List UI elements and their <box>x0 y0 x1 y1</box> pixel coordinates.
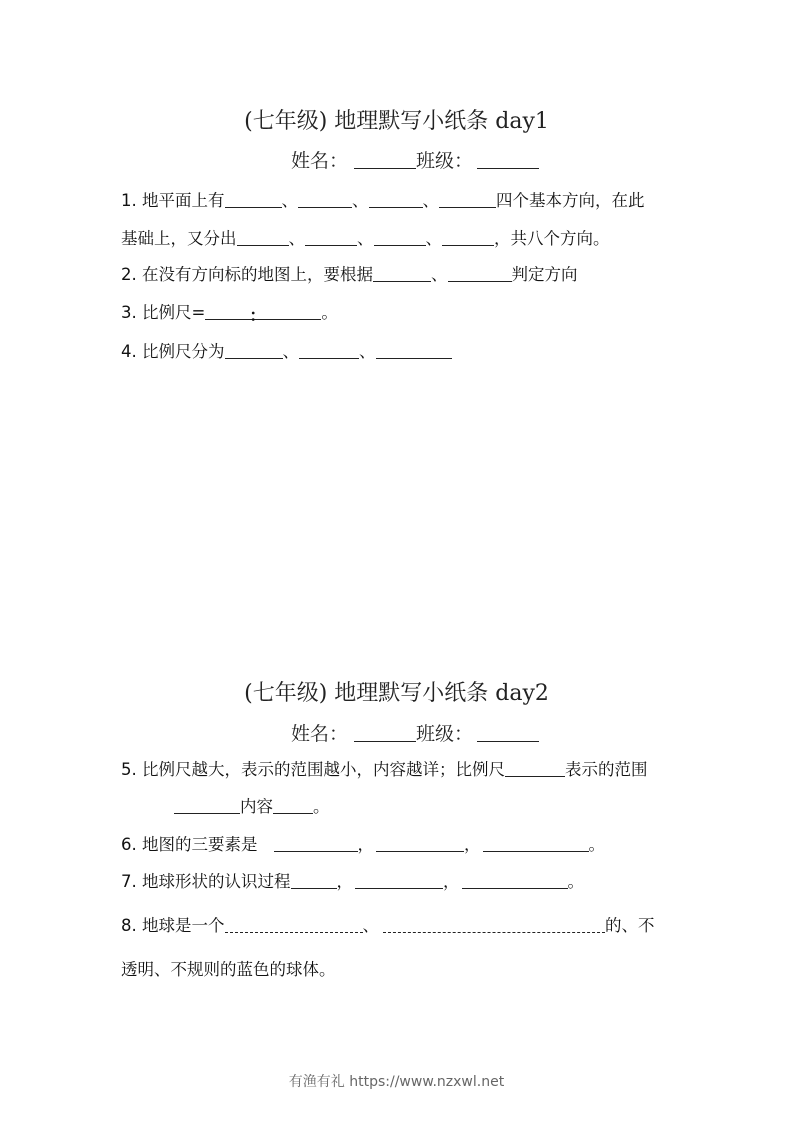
answer-blank[interactable] <box>442 229 494 247</box>
ratio-colon: ： <box>249 305 266 325</box>
separator: 、 <box>288 229 305 248</box>
sheet-title-day2: (七年级) 地理默写小纸条 day2 <box>244 681 549 706</box>
question-text: 。 <box>588 835 605 854</box>
separator: 、 <box>431 265 448 284</box>
question-4 <box>121 338 452 362</box>
answer-blank[interactable] <box>483 835 589 853</box>
answer-blank[interactable] <box>174 797 240 815</box>
answer-blank[interactable] <box>273 797 313 815</box>
answer-blank[interactable] <box>274 835 358 853</box>
answer-blank[interactable] <box>462 872 568 890</box>
question-8-line-2: 透明、不规则的蓝色的球体。 <box>121 960 336 979</box>
question-text: 。 <box>321 303 338 322</box>
answer-blank[interactable] <box>505 760 565 778</box>
question-text: 。 <box>313 797 330 816</box>
answer-blank[interactable] <box>439 191 496 209</box>
separator: 、 <box>362 916 379 935</box>
separator: 、 <box>352 191 369 210</box>
question-text: 的、不 <box>605 916 655 935</box>
answer-blank[interactable] <box>291 872 337 890</box>
class-blank[interactable] <box>477 722 539 742</box>
answer-blank[interactable] <box>305 229 357 247</box>
sheet-title-day1: (七年级) 地理默写小纸条 day1 <box>244 109 549 134</box>
separator: ， <box>357 835 374 854</box>
separator: 、 <box>425 229 442 248</box>
class-label: 班级： <box>416 723 474 745</box>
answer-blank[interactable] <box>225 916 363 934</box>
answer-blank[interactable] <box>376 835 464 853</box>
separator: 、 <box>359 342 376 361</box>
question-text: 2. 在没有方向标的地图上，要根据 <box>121 265 373 284</box>
footer-watermark: 有渔有礼 https://www.nzxwl.net <box>288 1074 505 1090</box>
answer-blank[interactable] <box>383 916 605 934</box>
answer-blank[interactable] <box>355 872 443 890</box>
answer-blank[interactable] <box>369 191 423 209</box>
name-label: 姓名： <box>291 723 349 745</box>
question-1-line-2 <box>121 225 610 249</box>
answer-blank[interactable] <box>237 229 289 247</box>
name-class-row-day1 <box>291 146 539 173</box>
class-label: 班级： <box>416 150 474 172</box>
name-blank[interactable] <box>354 722 416 742</box>
question-text: 5. 比例尺越大，表示的范围越小，内容越详；比例尺 <box>121 760 505 779</box>
question-text: 内容 <box>240 797 273 816</box>
name-label: 姓名： <box>291 150 349 172</box>
question-text: 四个基本方向，在此 <box>496 191 645 210</box>
question-text: 表示的范围 <box>565 760 648 779</box>
question-text: 1. 地平面上有 <box>121 191 225 210</box>
question-6 <box>121 831 605 855</box>
answer-blank-ratio[interactable] <box>205 303 321 325</box>
question-text: 6. 地图的三要素是 <box>121 835 258 854</box>
question-text: 8. 地球是一个 <box>121 916 225 935</box>
question-5-line-2 <box>174 793 330 817</box>
answer-blank[interactable] <box>225 342 283 360</box>
question-text: ，共八个方向。 <box>494 229 610 248</box>
separator: 、 <box>282 342 299 361</box>
question-2 <box>121 261 578 285</box>
answer-blank[interactable] <box>298 191 352 209</box>
question-5-line-1 <box>121 756 648 780</box>
name-blank[interactable] <box>354 149 416 169</box>
class-blank[interactable] <box>477 149 539 169</box>
question-3 <box>121 299 338 323</box>
answer-blank[interactable] <box>299 342 359 360</box>
separator: ， <box>443 872 460 891</box>
question-text: 基础上，又分出 <box>121 229 237 248</box>
question-text: 7. 地球形状的认识过程 <box>121 872 291 891</box>
answer-blank[interactable] <box>225 191 282 209</box>
answer-blank[interactable] <box>376 342 452 360</box>
question-text: 4. 比例尺分为 <box>121 342 225 361</box>
question-8-line-1 <box>121 912 655 936</box>
separator: ， <box>464 835 481 854</box>
question-1-line-1 <box>121 187 645 211</box>
question-text: 。 <box>567 872 584 891</box>
answer-blank[interactable] <box>373 265 431 283</box>
separator: 、 <box>422 191 439 210</box>
question-text: 判定方向 <box>511 265 578 284</box>
question-text: 3. 比例尺= <box>121 303 206 322</box>
answer-blank[interactable] <box>374 229 426 247</box>
separator: ， <box>336 872 353 891</box>
separator: 、 <box>281 191 298 210</box>
answer-blank[interactable] <box>448 265 512 283</box>
separator: 、 <box>357 229 374 248</box>
question-7 <box>121 868 584 892</box>
name-class-row-day2 <box>291 719 539 746</box>
